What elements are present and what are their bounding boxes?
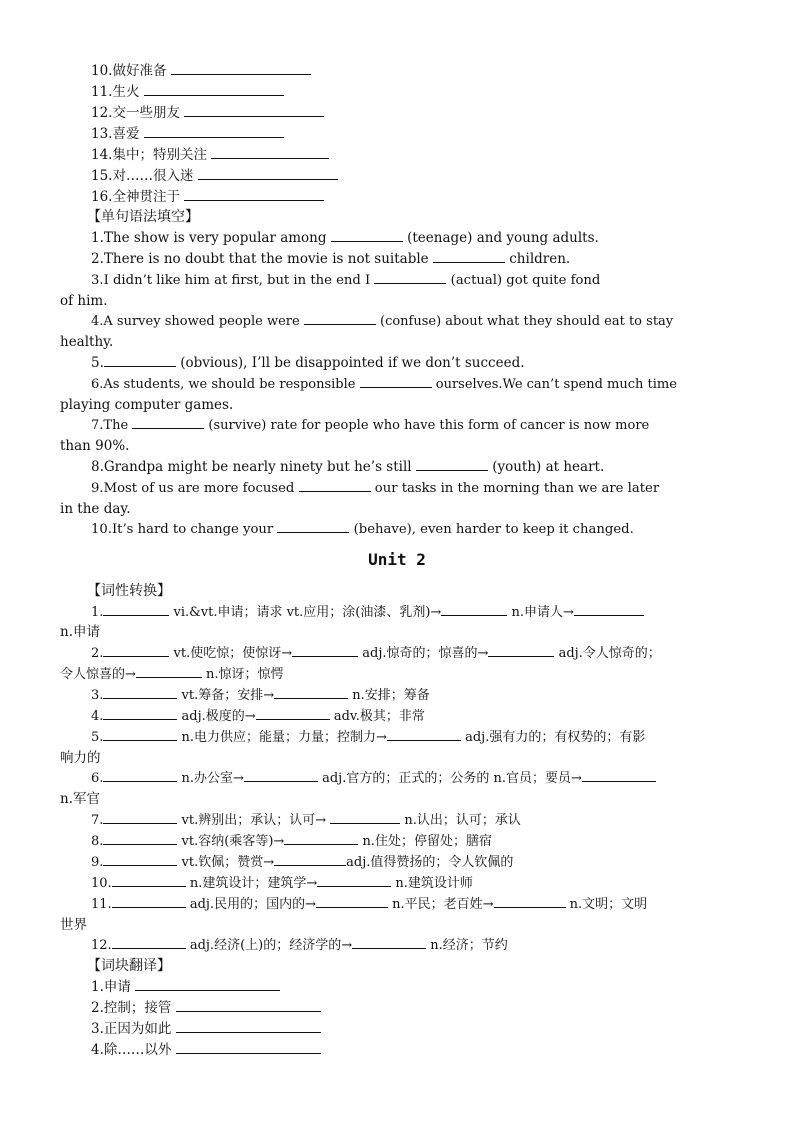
answer-blank[interactable]: [103, 810, 177, 824]
section-heading: 【词块翻译】: [87, 958, 171, 974]
answer-blank[interactable]: [112, 873, 186, 887]
grammar-item-continued: healthy.: [60, 334, 114, 350]
answer-blank[interactable]: [171, 61, 311, 75]
answer-blank[interactable]: [316, 894, 388, 908]
phrase-item: 13.喜爱: [91, 124, 284, 144]
grammar-item-continued: of him.: [60, 293, 108, 309]
answer-blank[interactable]: [416, 457, 488, 471]
unit-title: Unit 2: [368, 550, 426, 569]
phrase-item: 12.交一些朋友: [91, 103, 324, 123]
answer-blank[interactable]: [176, 1040, 321, 1054]
conversion-item: 12. adj.经济(上)的；经济学的→ n.经济；节约: [91, 935, 508, 956]
answer-blank[interactable]: [256, 706, 330, 720]
conversion-item: 5. n.电力供应；能量；力量；控制力→ adj.强有力的；有权势的；有影: [91, 727, 645, 748]
grammar-item: 9.Most of us are more focused our tasks in the morning than we are later: [91, 478, 659, 499]
conversion-item: 9. vt.钦佩；赞赏→ adj.值得赞扬的；令人钦佩的: [91, 852, 513, 873]
answer-blank[interactable]: [331, 228, 403, 242]
grammar-item-continued: in the day.: [60, 501, 131, 517]
answer-blank[interactable]: [284, 831, 358, 845]
answer-blank[interactable]: [387, 727, 461, 741]
answer-blank[interactable]: [494, 894, 566, 908]
answer-blank[interactable]: [103, 685, 177, 699]
conversion-item: 2. vt.使吃惊；使惊讶→ adj.惊奇的；惊喜的→ adj.令人惊奇的；: [91, 643, 661, 664]
answer-blank[interactable]: [211, 145, 329, 159]
answer-blank[interactable]: [277, 519, 349, 533]
grammar-item: 8.Grandpa might be nearly ninety but he’s still (youth) at heart.: [91, 459, 605, 475]
answer-blank[interactable]: [144, 124, 284, 138]
answer-blank[interactable]: [582, 768, 656, 782]
answer-blank[interactable]: [317, 873, 391, 887]
answer-blank[interactable]: [244, 768, 318, 782]
phrase-item: 15.对……很入迷: [91, 166, 338, 186]
answer-blank[interactable]: [103, 727, 177, 741]
conversion-item-continued: 令人惊喜的→ n.惊讶；惊愕: [60, 664, 284, 685]
phrase-item: 11.生火: [91, 82, 284, 102]
section-heading: 【词性转换】: [87, 583, 171, 599]
answer-blank[interactable]: [184, 103, 324, 117]
answer-blank[interactable]: [184, 187, 324, 201]
phrase-item: 10.做好准备: [91, 61, 311, 81]
answer-blank[interactable]: [135, 977, 280, 991]
grammar-item-continued: than 90%.: [60, 438, 130, 454]
answer-blank[interactable]: [304, 311, 376, 325]
conversion-item: 3. vt.筹备；安排→ n.安排；筹备: [91, 685, 430, 706]
answer-blank[interactable]: [374, 270, 446, 284]
answer-blank[interactable]: [330, 810, 400, 824]
answer-blank[interactable]: [103, 768, 177, 782]
answer-blank[interactable]: [198, 166, 338, 180]
answer-blank[interactable]: [274, 852, 346, 866]
conversion-item-continued: n.申请: [60, 624, 100, 640]
answer-blank[interactable]: [103, 852, 177, 866]
conversion-item: 1. vi.&vt.申请；请求 vt.应用；涂(油漆、乳剂)→ n.申请人→: [91, 602, 644, 623]
answer-blank[interactable]: [103, 602, 169, 616]
answer-blank[interactable]: [574, 602, 644, 616]
conversion-item: 8. vt.容纳(乘客等)→ n.住处；停留处；膳宿: [91, 831, 492, 852]
answer-blank[interactable]: [112, 894, 186, 908]
answer-blank[interactable]: [441, 602, 507, 616]
answer-blank[interactable]: [136, 664, 202, 678]
translate-item: 2.控制；接管: [91, 998, 321, 1018]
section-heading: 【单句语法填空】: [87, 209, 199, 225]
answer-blank[interactable]: [352, 935, 426, 949]
phrase-item: 14.集中；特别关注: [91, 145, 329, 165]
phrase-item: 16.全神贯注于: [91, 187, 324, 207]
grammar-item: 10.It’s hard to change your (behave), even harder to keep it changed.: [91, 519, 634, 540]
grammar-item: 7.The (survive) rate for people who have this form of cancer is now more: [91, 415, 649, 436]
conversion-item: 10. n.建筑设计；建筑学→ n.建筑设计师: [91, 873, 473, 894]
answer-blank[interactable]: [103, 643, 169, 657]
answer-blank[interactable]: [176, 998, 321, 1012]
grammar-item: 6.As students, we should be responsible ourselves.We can’t spend much time: [91, 374, 677, 395]
answer-blank[interactable]: [360, 374, 432, 388]
translate-item: 3.正因为如此: [91, 1019, 321, 1039]
answer-blank[interactable]: [292, 643, 358, 657]
answer-blank[interactable]: [176, 1019, 321, 1033]
translate-item: 1.申请: [91, 977, 280, 997]
answer-blank[interactable]: [104, 353, 176, 367]
answer-blank[interactable]: [132, 415, 204, 429]
grammar-item-continued: playing computer games.: [60, 397, 234, 413]
answer-blank[interactable]: [299, 478, 371, 492]
conversion-item-continued: 响力的: [60, 750, 101, 766]
answer-blank[interactable]: [274, 685, 348, 699]
answer-blank[interactable]: [103, 831, 177, 845]
grammar-item: 1.The show is very popular among (teenage) and young adults.: [91, 230, 599, 246]
answer-blank[interactable]: [144, 82, 284, 96]
conversion-item-continued: 世界: [60, 917, 87, 933]
grammar-item: 4.A survey showed people were (confuse) about what they should eat to stay: [91, 311, 673, 332]
grammar-item: 5. (obvious), I’ll be disappointed if we don’t succeed.: [91, 355, 525, 371]
grammar-item: 3.I didn’t like him at first, but in the end I (actual) got quite fond: [91, 270, 600, 291]
conversion-item: 11. adj.民用的；国内的→ n.平民；老百姓→ n.文明；文明: [91, 894, 647, 915]
grammar-item: 2.There is no doubt that the movie is not suitable children.: [91, 251, 571, 267]
conversion-item: 7. vt.辨别出；承认；认可→ n.认出；认可；承认: [91, 810, 521, 831]
answer-blank[interactable]: [433, 249, 505, 263]
answer-blank[interactable]: [103, 706, 177, 720]
conversion-item: 4. adj.极度的→ adv.极其；非常: [91, 706, 425, 727]
answer-blank[interactable]: [488, 643, 554, 657]
conversion-item: 6. n.办公室→ adj.官方的；正式的；公务的 n.官员；要员→: [91, 768, 656, 789]
conversion-item-continued: n.军官: [60, 791, 100, 807]
answer-blank[interactable]: [112, 935, 186, 949]
translate-item: 4.除……以外: [91, 1040, 321, 1060]
